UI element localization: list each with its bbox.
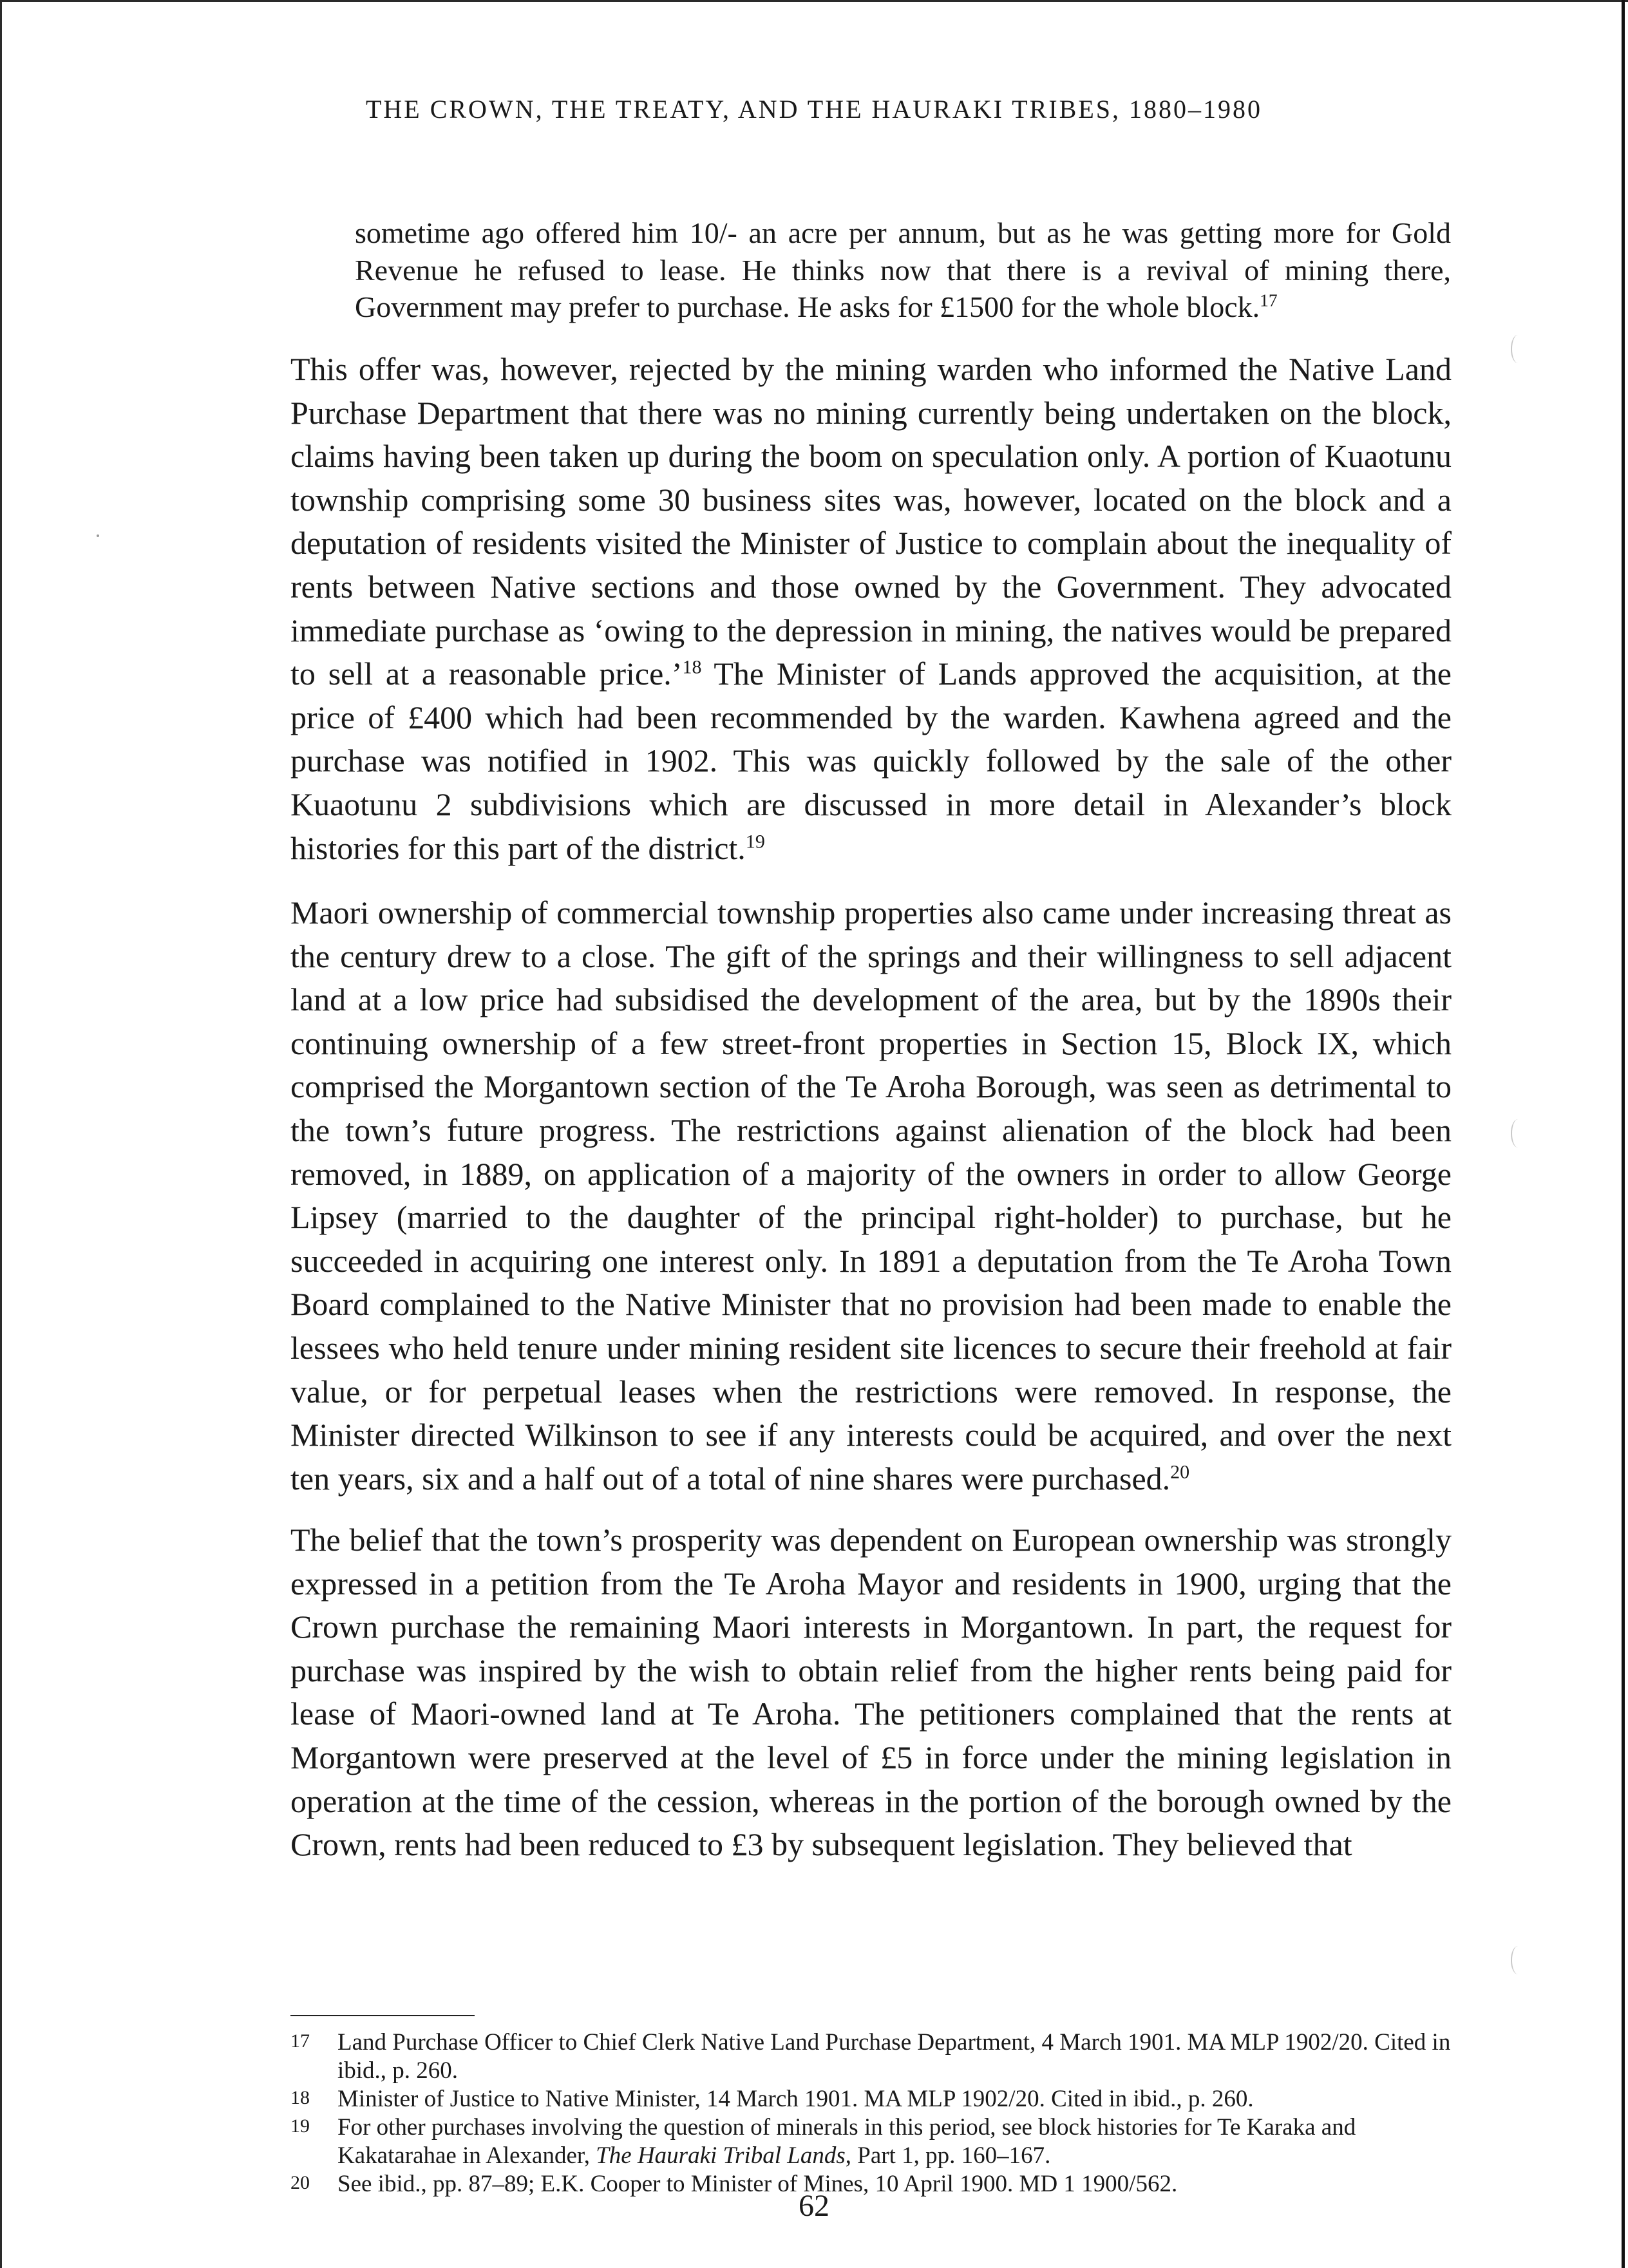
paragraph-2-text bbox=[290, 891, 1452, 1500]
footnotes bbox=[290, 2028, 1452, 2198]
margin-scan-mark bbox=[1511, 1119, 1525, 1148]
footnote-18 bbox=[290, 2085, 1452, 2113]
footnote-text bbox=[337, 2113, 1452, 2170]
footnote-number: 19 bbox=[290, 2115, 310, 2137]
paragraph-text-segment: The belief that the town’s prosperity was dependent on European ownership was strongly expressed in a petition from the Te Aroha Mayor and residents in 1900, urging that the Crown purchase the remaining Maori interests in Morgantown. In part, the request for purchase was inspired by the wish to obtain relief from the higher rents being paid for lease of Maori-owned land at Te Aroha. The petitioners complained that the rents at Morgantown were preserved at the level of £5 in force under the mining legislation in operation at the time of the cession, whereas in the portion of the borough owned by the Crown, rents had been reduced to £3 by subsequent legislation. They believed that bbox=[290, 1522, 1452, 1863]
footnote-text: Minister of Justice to Native Minister, 14 March 1901. MA MLP 1902/20. Cited in ibid., p. 260. bbox=[337, 2086, 1254, 2112]
footnote-ref-18: 18 bbox=[682, 656, 702, 678]
footnote-ref-17: 17 bbox=[1260, 290, 1278, 310]
quote-text: sometime ago offered him 10/- an acre per annum, but as he was getting more for Gold Revenue he refused to lease. He thinks now that there is a revival of mining there, Government may prefer to purchase. He asks for £1500 for the whole block. bbox=[355, 216, 1451, 323]
paragraph-text-segment: The Minister of Lands approved the acquisition, at the price of £400 which had been recommended by the warden. Kawhena agreed and the purchase was notified in 1902. This was quickly followed by the sale of the other Kuaotunu 2 subdivisions which are discussed in more detail in Alexander’s block histories for this part of the district. bbox=[290, 656, 1452, 866]
margin-scan-mark bbox=[1511, 1946, 1525, 1974]
paragraph-text-segment: Maori ownership of commercial township properties also came under increasing threat as the century drew to a close. The gift of the springs and their willingness to sell adjacent land at a low price had subsidised the development of the area, but by the 1890s their continuing ownership of a few street-front properties in Section 15, Block IX, which comprised the Morgantown section of the Te Aroha Borough, was seen as detrimental to the town’s future progress. The restrictions against alienation of the block had been removed, in 1889, on application of a majority of the owners in order to allow George Lipsey (married to the daughter of the principal right-holder) to purchase, but he succeeded in acquiring one interest only. In 1891 a deputation from the Te Aroha Town Board complained to the Native Minister that no provision had been made to enable the lessees who held tenure under mining resident site licences to secure their freehold at fair value, or for perpetual leases when the restrictions were removed. In response, the Minister directed Wilkinson to see if any interests could be acquired, and over the next ten years, six and a half out of a total of nine shares were purchased. bbox=[290, 894, 1452, 1497]
footnote-text: See ibid., pp. 87–89; E.K. Cooper to Minister of Mines, 10 April 1900. MD 1 1900/562. bbox=[337, 2171, 1178, 2197]
scan-speck bbox=[97, 534, 99, 537]
scan-edge-shadow bbox=[1622, 0, 1625, 2268]
paragraph-text-segment: This offer was, however, rejected by the mining warden who informed the Native Land Purchase Department that there was no mining currently being undertaken on the block, claims having been taken up during the boom on speculation only. A portion of Kuaotunu township comprising some 30 business sites was, however, located on the block and a deputation of residents visited the Minister of Justice to complain about the inequality of rents between Native sections and those owned by the Government. They advocated immediate purchase as ‘owing to the depression in mining, the natives would be prepared to sell at a reasonable price.’ bbox=[290, 351, 1452, 692]
footnote-ref-20: 20 bbox=[1170, 1461, 1190, 1483]
margin-scan-mark bbox=[1511, 335, 1525, 363]
footnote-text-part: For other purchases involving the question of minerals in this period, see block histories for Te Karaka and Kakatarahae in Alexander, bbox=[337, 2114, 1356, 2169]
paragraph-2 bbox=[290, 891, 1452, 1500]
footnote-text-part: , Part 1, pp. 160–167. bbox=[845, 2142, 1051, 2169]
footnote-ref-19: 19 bbox=[745, 830, 765, 852]
running-head: THE CROWN, THE TREATY, AND THE HAURAKI TRIBES, 1880–1980 bbox=[365, 95, 1263, 124]
footnote-number: 18 bbox=[290, 2087, 310, 2108]
paragraph-1-text bbox=[290, 348, 1452, 870]
footnote-19 bbox=[290, 2113, 1452, 2170]
cited-title: The Hauraki Tribal Lands bbox=[596, 2142, 846, 2169]
paragraph-1 bbox=[290, 348, 1452, 870]
footnote-number: 20 bbox=[290, 2172, 310, 2193]
block-quote-text bbox=[355, 214, 1451, 326]
paragraph-3-text bbox=[290, 1518, 1452, 1867]
footnote-rule bbox=[290, 2015, 475, 2016]
footnote-text: Land Purchase Officer to Chief Clerk Native Land Purchase Department, 4 March 1901. MA MLP 1902/20. Cited in ibid., p. 260. bbox=[337, 2029, 1451, 2084]
footnote-number: 17 bbox=[290, 2030, 310, 2052]
block-quote bbox=[355, 214, 1451, 326]
paragraph-3 bbox=[290, 1518, 1452, 1867]
page-number: 62 bbox=[799, 2189, 829, 2223]
footnote-17 bbox=[290, 2028, 1452, 2085]
